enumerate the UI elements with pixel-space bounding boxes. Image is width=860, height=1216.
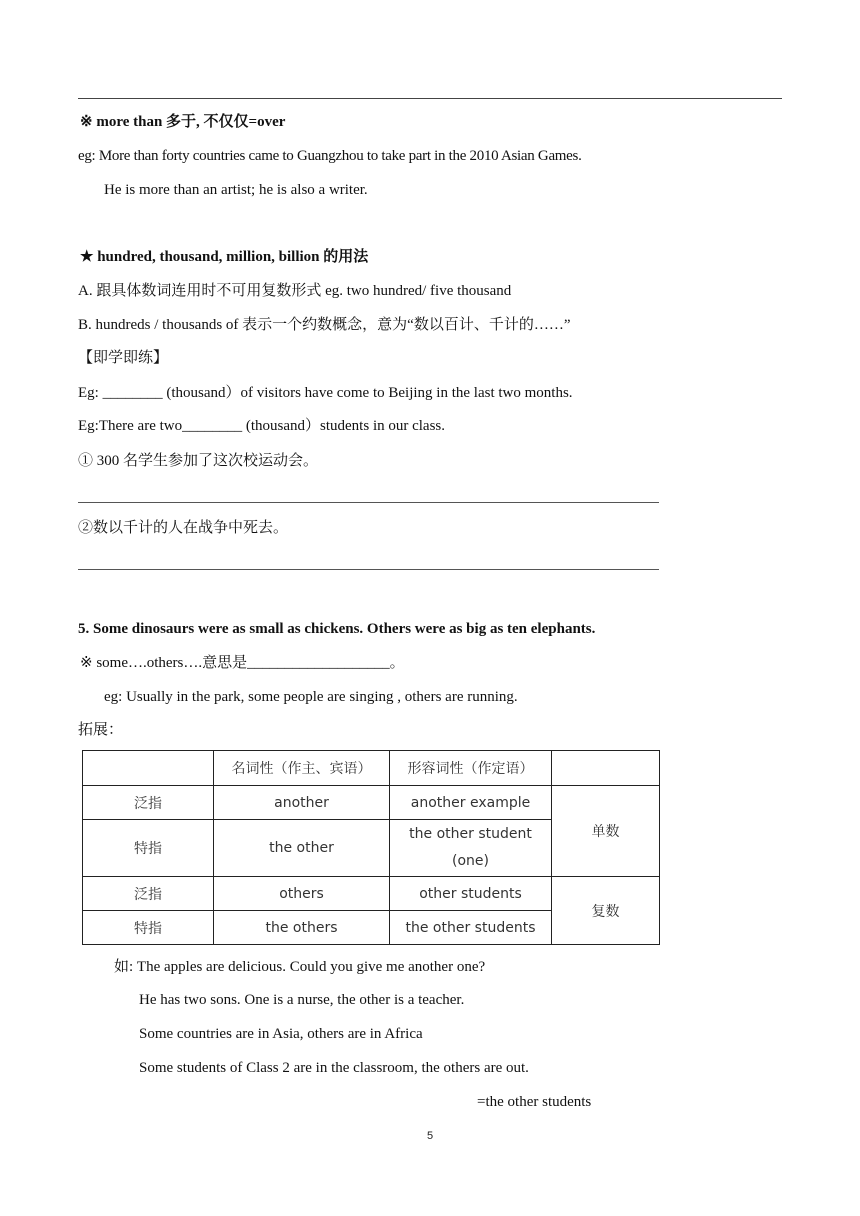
example-line: eg: Usually in the park, some people are singing , others are running. (104, 689, 518, 705)
section-heading-dinosaurs: 5. Some dinosaurs were as small as chickens. Others were as big as ten elephants. (78, 621, 596, 637)
section-heading-numbers: ★ hundred, thousand, million, billion 的用法 (80, 249, 369, 265)
page-number: 5 (426, 1130, 434, 1142)
noun-cell: the other (214, 820, 390, 877)
table-header-row (83, 751, 660, 786)
other-usage-table (82, 750, 660, 945)
adj-cell: other students (390, 877, 552, 911)
extend-label: 拓展： (78, 722, 124, 738)
header-cell (83, 751, 214, 786)
rule-a: A. 跟具体数词连用时不可用复数形式 eg. two hundred/ five thousand (78, 283, 512, 299)
singular-cell: 单数 (552, 786, 660, 877)
adj-cell: another example (390, 786, 552, 820)
example-line: =the other students (477, 1094, 592, 1110)
example-line: He is more than an artist; he is also a writer. (104, 182, 368, 198)
noun-cell: others (214, 877, 390, 911)
example-line: eg: More than forty countries came to Guangzhou to take part in the 2010 Asian Games. (78, 148, 582, 164)
note-line: ※ some….others….意思是___________________。 (80, 655, 405, 671)
rule-b: B. hundreds / thousands of 表示一个约数概念，意为“数以百计、千计的……” (78, 317, 571, 333)
kind-cell: 泛指 (83, 786, 214, 820)
header-cell: 形容词性（作定语） (390, 751, 552, 786)
table-row (83, 786, 660, 820)
section-heading-more-than: ※ more than 多于, 不仅仅=over (80, 114, 286, 130)
translation-question: ②数以千计的人在战争中死去。 (78, 520, 289, 536)
translation-question: ① 300 名学生参加了这次校运动会。 (78, 453, 319, 469)
kind-cell: 泛指 (83, 877, 214, 911)
header-cell (552, 751, 660, 786)
header-rule (78, 98, 782, 99)
noun-cell: another (214, 786, 390, 820)
exercise-line: Eg: ________ (thousand）of visitors have come to Beijing in the last two months. (78, 385, 573, 401)
practice-label: 【即学即练】 (78, 350, 169, 366)
answer-line (78, 569, 659, 570)
header-cell: 名词性（作主、宾语） (214, 751, 390, 786)
table-row (83, 877, 660, 911)
example-line: He has two sons. One is a nurse, the other is a teacher. (139, 992, 465, 1008)
adj-cell: the other students (390, 911, 552, 945)
plural-cell: 复数 (552, 877, 660, 945)
example-line: Some students of Class 2 are in the classroom, the others are out. (139, 1060, 529, 1076)
answer-line (78, 502, 659, 503)
example-line: 如: The apples are delicious. Could you give me another one? (114, 959, 486, 975)
adj-text: the other student (409, 826, 532, 842)
exercise-line: Eg:There are two________ (thousand）students in our class. (78, 418, 446, 434)
noun-cell: the others (214, 911, 390, 945)
adj-cell (390, 820, 552, 877)
example-line: Some countries are in Asia, others are in Africa (139, 1026, 423, 1042)
adj-text: (one) (452, 853, 489, 869)
kind-cell: 特指 (83, 911, 214, 945)
kind-cell: 特指 (83, 820, 214, 877)
